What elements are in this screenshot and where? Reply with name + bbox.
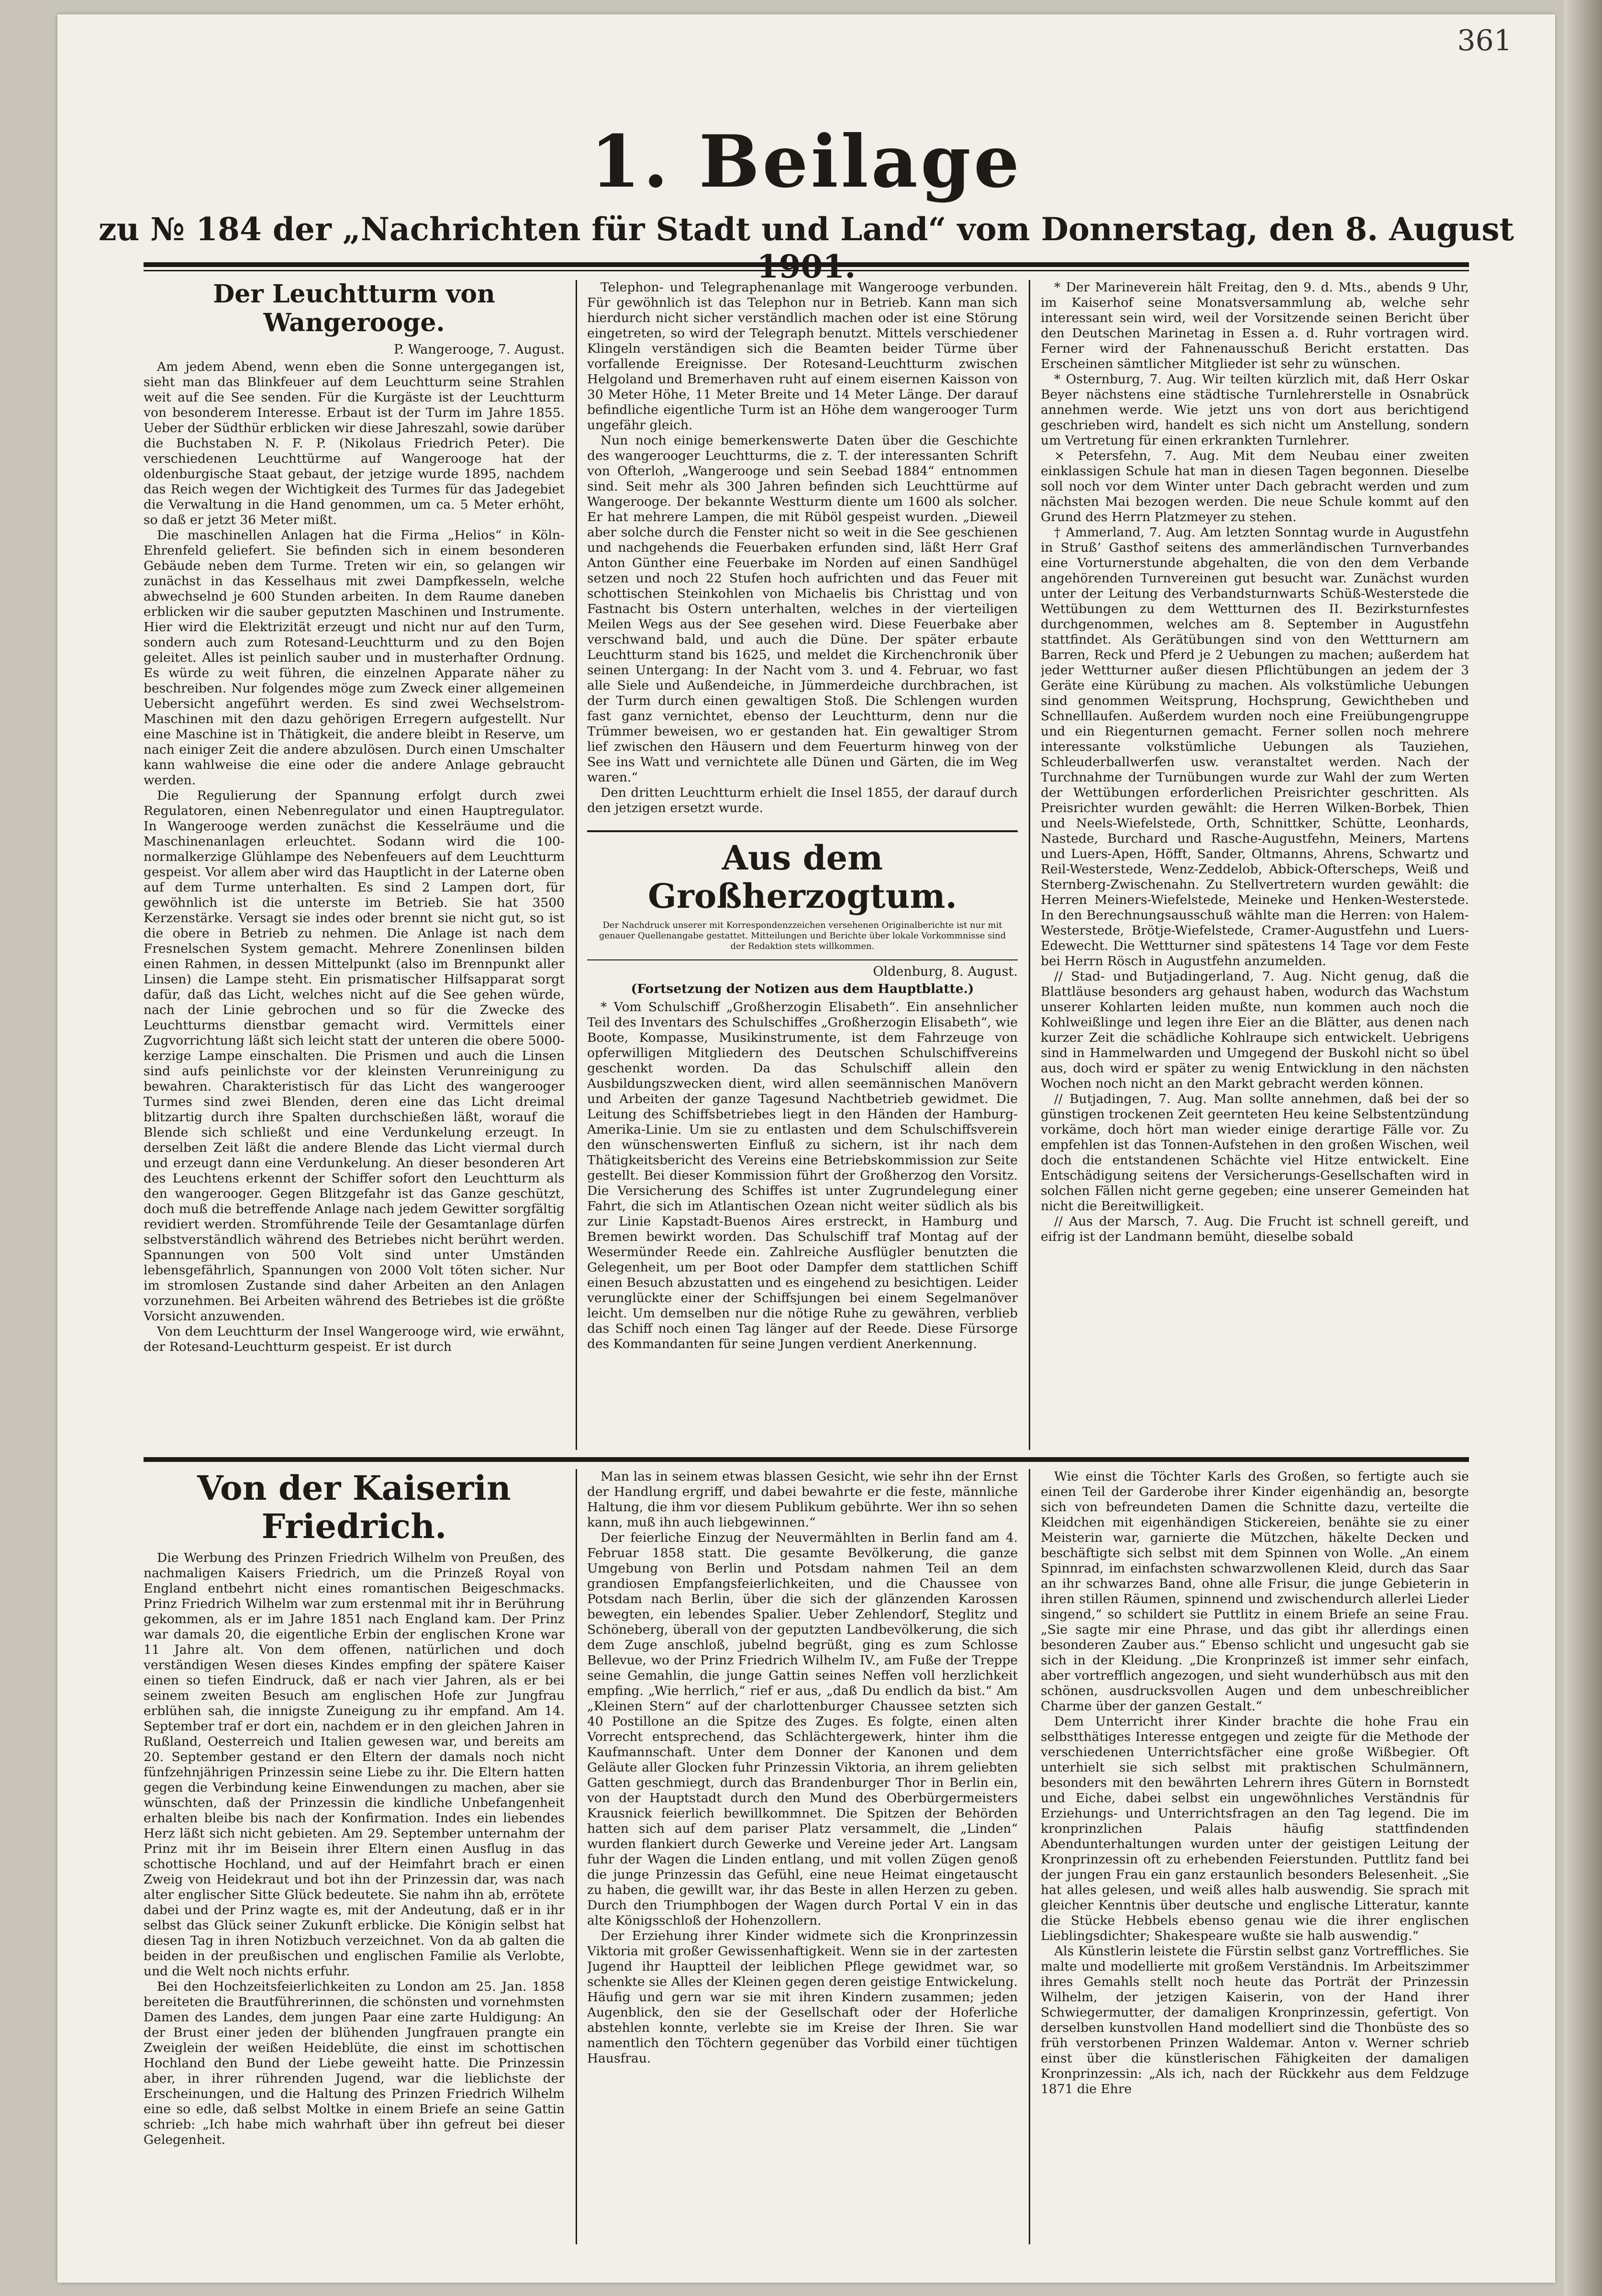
column-divider [1029,1469,1030,2244]
lighthouse-paragraph: Von dem Leuchtturm der Insel Wangerooge wird, wie erwähnt, der Rotesand-Leuchtturm gespeist. Er ist durch [144,1324,565,1354]
local-news-item: × Petersfehn, 7. Aug. Mit dem Neubau einer zweiten einklassigen Schule hat man in diesen Tagen begonnen. Dieselbe soll noch vor dem Winter unter Dach gebracht werden und zum nächsten Mai bezogen werden. Die neue Schule kommt auf den Grund des Herrn Platzmeyer zu stehen. [1041,448,1469,524]
local-news-item: // Butjadingen, 7. Aug. Man sollte annehmen, daß bei der so günstigen trockenen Zeit geernteten Heu keine Selbstentzündung vorkäme, doch hört man wieder einige derartige Fälle vor. Zu empfehlen ist das Tonnen-Aufstehen in den großen Wischen, weil doch die entstandenen Schächte viel Hitze entwickelt. Eine Entschädigung seitens der Versicherungs-Gesellschaften wird in solchen Fällen nicht gerne gegeben; eine unserer Gemeinden hat nicht die Bereitwilligkeit. [1041,1092,1469,1214]
empress-paragraph: Der Erziehung ihrer Kinder widmete sich die Kronprinzessin Viktoria mit großer Gewissenhaftigkeit. Wenn sie in der zartesten Jugend ihr Hauptteil der leiblichen Pflege gewidmet war, so schenkte sie Alles der Kleinen gegen deren geistige Entwickelung. Häufig und gern war sie mit ihren Kindern zusammen; jeden Augenblick, den sie der Gesellschaft oder der Hoferliche abstehlen konnte, verlebte sie im Kreise der Ihren. Sie war namentlich den Töchtern gegenüber das Vorbild einer tüchtigen Hausfrau. [587,1928,1018,2066]
column-divider [1029,280,1030,1450]
lighthouse-paragraph: Am jedem Abend, wenn eben die Sonne untergegangen ist, sieht man das Blinkfeuer auf dem Leuchtturm seine Strahlen weit auf die See senden. Für die Kurgäste ist der Leuchtturm von besonderem Interesse. Erbaut ist der Turm im Jahre 1855. Ueber der Südthür erblicken wir diese Jahreszahl, sowie darüber die Buchstaben N. F. P. (Nikolaus Friedrich Peter). Die verschiedenen Leuchttürme auf Wangerooge hat der oldenburgische Staat gebaut, der jetzige wurde 1895, nachdem das Reich wegen der Wichtigkeit des Turmes für das Jadegebiet die Verwaltung in die Hand genommen, um ca. 5 Meter erhöht, so daß er jetzt 36 Meter mißt. [144,359,565,527]
column-divider [576,1469,577,2244]
local-news-column [1041,280,1469,1450]
local-news-item: † Ammerland, 7. Aug. Am letzten Sonntag wurde in Augustfehn in Struß’ Gasthof seitens des ammerländischen Turnverbandes eine Vorturnerstunde abgehalten, die von den dem Verbande angehörenden Turnvereinen gut besucht war. Zunächst wurden unter der Leitung des Verbandsturnwarts Schüß-Westerstede die Wettübungen zu dem Wettturnen des II. Bezirksturnfestes durchgenommen, welches am 8. September in Augustfehn stattfindet. Als Gerätübungen sind von den Wettturnern am Barren, Reck und Pferd je 2 Uebungen zu machen; außerdem hat jeder Wettturner außer diesen Pflichtübungen an jedem der 3 Geräte eine Kürübung zu machen. Als volkstümliche Uebungen sind genommen Weitsprung, Hochsprung, Gewichtheben und Schnelllaufen. Außerdem wurden noch eine Freiübungengruppe und ein Riegenturnen gemacht. Ferner sollen noch mehrere interessante volkstümliche Uebungen als Tauziehen, Schleuderballwerfen usw. veranstaltet werden. Nach der Turchnahme der Turnübungen wurde zur Wahl der zum Werten der Wettübungen erforderlichen Preisrichter geschritten. Als Preisrichter wurden gewählt: die Herren Wilken-Borbek, Thien und Neels-Wiefelstede, Orth, Schnittker, Schütte, Leonhards, Nastede, Burchard und Rasche-Augustfehn, Meiners, Martens und Luers-Apen, Höfft, Sander, Oltmanns, Ahrens, Schwartz und Reil-Westerstede, Wenz-Zeddelob, Abbick-Ofterscheps, Weiß und Sternberg-Zwischenahn. Zu Stellvertretern wurden gewählt: die Herren Meiners-Wiefelstede, Meineke und Henken-Westerstede. In den Berechnungsausschuß wählte man die Herren: von Halem-Westerstede, Brötje-Wiefelstede, Cramer-Augustfehn und Luers-Edewecht. Die Wettturner sind spätestens 14 Tage vor dem Feste bei Herrn Rösch in Augustfehn anzumelden. [1041,525,1469,969]
empress-paragraph: Dem Unterricht ihrer Kinder brachte die hohe Frau ein selbstthätiges Interesse entgegen und zeigte für die Methode der verschiedenen Unterrichtsfächer eine große Wißbegier. Oft unterhielt sie sich selbst mit praktischen Schulmännern, besonders mit den bewährten Lehrern ihres Gütern in Bornstedt und Eiche, dabei selbst ein ungewöhnliches Verständnis für Erziehungs- und Unterrichtsfragen an den Tag legend. Die im kronprinzlichen Palais häufig stattfindenden Abendunterhaltungen wurden unter der geistigen Leitung der Kronprinzessin oft zu erhebenden Feierstunden. Puttlitz fand bei der jungen Frau ein ganz erstaunlich besonders Belesenheit. „Sie hat alles gelesen, und weiß alles halb auswendig. Sie sprach mit gleicher Kenntnis über deutsche und englische Litteratur, kannte die Stücke Hebbels ebenso genau wie die ihrer englischen Lieblingsdichter; Shakespeare wußte sie halb auswendig.“ [1041,1714,1469,1943]
article-lighthouse [144,280,565,1450]
local-news-item: // Stad- und Butjadingerland, 7. Aug. Nicht genug, daß die Blattläuse besonders arg gehaust haben, wodurch das Wachstum unserer Kohlarten leiden mußte, nun kommen auch noch die Kohlweißlinge und legen ihre Eier an die Blätter, aus denen nach kurzer Zeit die schädliche Kohlraupe sich entwickelt. Uebrigens sind in Hammelwarden und Umgegend der Buskohl nicht so übel aus, doch wird er später zu wenig Entwicklung in den nächsten Wochen noch nicht an den Markt gebracht werden können. [1041,969,1469,1091]
empress-paragraph: Bei den Hochzeitsfeierlichkeiten zu London am 25. Jan. 1858 bereiteten die Brautführerinnen, die schönsten und vornehmsten Damen des Landes, dem jungen Paar eine zarte Huldigung: An der Brust einer jeden der blühenden Jungfrauen prangte ein Zweiglein der weißen Heideblüte, die einst im schottischen Hochland den Bund der Liebe geweiht hatte. Die Prinzessin aber, in ihrer rührenden Jugend, war die lieblichste der Erscheinungen, und die Haltung des Prinzen Friedrich Wilhelm eine so edle, daß selbst Moltke in einem Briefe an seine Gattin schrieb: „Ich habe mich wahrhaft über ihn gefreut bei dieser Gelegenheit. [144,1979,565,2147]
masthead-subtitle: zu № 184 der „Nachrichten für Stadt und Land“ vom Donnerstag, den 8. August [98,211,1514,248]
masthead-rule-thin [144,270,1469,271]
article-lighthouse-continued [587,280,1018,1450]
grand-duchy-headline: Aus dem Großherzogtum. [648,838,957,916]
article-empress-friedrich [144,1469,565,2244]
empress-paragraph: Die Werbung des Prinzen Friedrich Wilhelm von Preußen, des nachmaligen Kaisers Friedrich, um die Prinzeß Royal von England entbehrt nicht eines romantischen Beigeschmacks. Prinz Friedrich Wilhelm war zum erstenmal mit ihr in Berührung gekommen, als er im Jahre 1851 nach England kam. Der Prinz war damals 20, die eigentliche Erbin der englischen Krone war 11 Jahre alt. Von dem offenen, natürlichen und doch verständigen Wesen dieses Kindes empfing der spätere Kaiser einen so tiefen Eindruck, daß er nach vier Jahren, als er bei seinem zweiten Besuch am englischen Hofe zur Jungfrau erblühen sah, die innigste Zuneigung zu ihr empfand. Am 14. September traf er dort ein, nachdem er in den gleichen Jahren in Rußland, Oesterreich und Italien gewesen war, und bereits am 20. September gestand er den Eltern der damals noch nicht fünfzehnjährigen Prinzessin seine Liebe zu ihr. Die Eltern hatten gegen die Verbindung keine Einwendungen zu machen, aber sie wünschten, daß der Prinzessin die kindliche Unbefangenheit erhalten bleibe bis nach der Konfirmation. Indes ein liebendes Herz läßt sich nicht gebieten. Am 29. September unternahm der Prinz mit ihr im Beisein ihrer Eltern einen Ausflug in das schottische Hochland, und auf der Heimfahrt brach er einen Zweig von Heidekraut und bot ihn der Prinzessin dar, was nach alter englischer Sitte Glück bedeutete. Sie nahm ihn ab, errötete dabei und der Prinz wagte es, mit der Andeutung, daß er in ihr selbst das Glück seiner Zukunft erblicke. Die Königin selbst hat diesen Tag in ihren Notizbuch verzeichnet. Von da ab galten die beiden in der preußischen und englischen Familie als Verlobte, und die Welt noch nichts erfuhr. [144,1550,565,1979]
article-empress-continued-2 [1041,1469,1469,2244]
masthead-rule-thick [144,262,1469,267]
section-rule [144,1457,1469,1462]
empress-paragraph: Der feierliche Einzug der Neuvermählten in Berlin fand am 4. Februar 1858 statt. Die gesamte Bevölkerung, die ganze Umgebung von Berlin und Potsdam nahmen Teil an dem grandiosen Empfangsfeierlichkeiten, und die Chaussee von Potsdam nach Berlin, über die sich der glänzenden Karossen bewegten, ein lebendes Spalier. Ueber Zehlendorf, Steglitz und Schöneberg, überall von der geputzten Landbevölkerung, die sich dem Zuge anschloß, jubelnd begrüßt, ging es zum Schlosse Bellevue, wo der Prinz Friedrich Wilhelm IV., am Fuße der Treppe seine Gemahlin, die junge Gattin seines Neffen voll herzlichkeit empfing. „Wie herrlich,“ rief er aus, „daß Du endlich da bist.“ Am „Kleinen Stern“ auf der charlottenburger Chaussee setzten sich 40 Postillone an die Spitze des Zuges. Es folgte, einen alten Vorrecht entsprechend, das Schlächtergewerk, hinter ihm die Kaufmannschaft. Unter dem Donner der Kanonen und dem Geläute aller Glocken fuhr Prinzessin Viktoria, an ihrem geliebten Gatten geschmiegt, durch das Brandenburger Thor in Berlin ein, von der Hauptstadt durch den Mund des Oberbürgermeisters Krausnick feierlich bewillkommnet. Die Spitzen der Behörden hatten sich auf dem pariser Platz versammelt, die „Linden“ wurden flankiert durch Gewerke und Vereine jeder Art. Langsam fuhr der Wagen die Linden entlang, und mit vollen Zügen genoß die junge Prinzessin das Gefühl, eine neue Heimat eingetauscht zu haben, die gewillt war, ihr das Beste in allen Herzen zu geben. Durch den Triumphbogen der Wagen durch Portal V ein in das alte Königsschloß der Hohenzollern. [587,1530,1018,1928]
grand-duchy-paragraph: * Vom Schulschiff „Großherzogin Elisabeth“. Ein ansehnlicher Teil des Inventars des Schulschiffes „Großherzogin Elisabeth“, wie Boote, Kompasse, Musikinstrumente, ist dem Fahrzeuge von opferwilligen Mitgliedern des Deutschen Schulschiffvereins geschenkt worden. Da das Schulschiff allein den Ausbildungszwecken dient, wird allen seemännischen Manövern und Arbeiten der ganze Tagesund Nachtbetrieb gewidmet. Die Leitung des Schiffsbetriebes liegt in den Händen der Hamburg-Amerika-Linie. Um sie zu entlasten und dem Schulschiffsverein den wünschenswerten Einfluß zu sichern, ist ihr nach dem Thätigkeitsbericht des Vereins eine Betriebskommission zur Seite gestellt. Bei dieser Kommission führt der Großherzog den Vorsitz. Die Versicherung des Schiffes ist unter Zugrundelegung einer Fahrt, die sich im Atlantischen Ozean nicht weiter südlich als bis zur Linie Kapstadt-Buenos Aires erstreckt, in Hamburg und Bremen bewirkt worden. Das Schulschiff traf Montag auf der Wesermünder Reede ein. Zahlreiche Ausflügler benutzten die Gelegenheit, um per Boot oder Dampfer dem stattlichen Schiff einen Besuch abzustatten und es eingehend zu besichtigen. Leider verunglückte einer der Schiffsjungen bei einem Segelmanöver leicht. Um demselben nur die nötige Ruhe zu gewähren, verblieb das Schiff noch einen Tag länger auf der Reede. Diese Fürsorge des Kommandanten für seine Jungen verdient Anerkennung. [587,1000,1018,1351]
local-news-item: * Osternburg, 7. Aug. Wir teilten kürzlich mit, daß Herr Oskar Beyer nächstens eine städtische Turnlehrerstelle in Osnabrück annehmen werde. Wie jetzt uns von dort aus berichtigend geschrieben wird, handelt es sich nicht um Anstellung, sondern um Vertretung für einen erkrankten Turnlehrer. [1041,372,1469,448]
newspaper-page [57,14,1555,2283]
lighthouse-paragraph: Telephon- und Telegraphenanlage mit Wangerooge verbunden. Für gewöhnlich ist das Telephon nur in Betrieb. Kann man sich hierdurch nicht sicher verständlich machen oder ist eine Störung eingetreten, so wird der Telegraph benutzt. Mittels verschiedener Klingeln verständigen sich die Beamten beider Türme über vorfallende Ereignisse. Der Rotesand-Leuchtturm zwischen Helgoland und Bremerhaven ruht auf einem eisernen Kaisson von 30 Meter Höhe, 11 Meter Breite und 14 Meter Länge. Der darauf befindliche eigentliche Turm ist an Höhe dem wangerooger Turm ungefähr gleich. [587,280,1018,433]
lighthouse-paragraph: Den dritten Leuchtturm erhielt die Insel 1855, der darauf durch den jetzigen ersetzt wurde. [587,785,1018,815]
masthead-title: 1. Beilage [590,120,1023,204]
local-news-item: // Aus der Marsch, 7. Aug. Die Frucht ist schnell gereift, und eifrig ist der Landmann bemüht, dieselbe sobald [1041,1214,1469,1244]
article-empress-continued [587,1469,1018,2244]
page-number: 361 [1457,24,1512,57]
empress-paragraph: Wie einst die Töchter Karls des Großen, so fertigte auch sie einen Teil der Garderobe ihrer Kinder eigenhändig an, besorgte sich von befreundeten Damen die Schnitte dazu, verteilte die Kleidchen mit eigenhändigen Stickereien, benähte sie zu einer Meisterin war, garnierte die Mützchen, häkelte Decken und beschäftigte sich selbst mit dem Spinnen von Wolle. „An einem Spinnrad, im einfachsten schwarzwollenen Kleid, durch das Saar an ihr schwarzes Band, ohne alle Frisur, die junge Gebieterin in ihren stillen Räumen, spinnend und zwischendurch allerlei Lieder singend,“ so schildert sie Puttlitz in einem Briefe an seine Frau. „Sie sagte mir eine Phrase, und das gibt ihr allerdings einen besonderen Zauber aus.“ Ebenso schlicht und ungesucht gab sie sich in der Kleidung. „Die Kronprinzeß ist immer sehr einfach, aber vortrefflich angezogen, und sieht wunderhübsch aus mit den schönen, ausdrucksvollen Augen und dem unbeschreiblicher Charme über der ganzen Gestalt.“ [1041,1469,1469,1714]
grand-duchy-note: Der Nachdruck unserer mit Korrespondenzzeichen versehenen Originalberichte ist nur mit genauer Quellenangabe gestattet. Mitteilungen und Berichte über lokale Vorkommnisse sind der Redaktion stets willkommen. [599,920,1006,951]
empress-paragraph: Man las in seinem etwas blassen Gesicht, wie sehr ihn der Ernst der Handlung ergriff, und dabei bewahrte er die feste, männliche Haltung, die ihm vor diesem Publikum gebührte. Wer ihn so sehen kann, muß ihn auch liebgewinnen.“ [587,1469,1018,1530]
grand-duchy-dateline: Oldenburg, 8. August. [873,964,1018,979]
empress-headline: Von der Kaiserin Friedrich. [197,1469,511,1546]
grand-duchy-section [587,830,1018,960]
local-news-item: * Der Marineverein hält Freitag, den 9. d. Mts., abends 9 Uhr, im Kaiserhof seine Monatsversammlung ab, welche sehr interessant sein wird, weil der Vorsitzende seinen Bericht über den Deutschen Marinetag in Essen a. d. Ruhr vortragen wird. Ferner wird der Fahnenausschuß Bericht erstatten. Das Erscheinen sämtlicher Mitglieder ist sehr zu wünschen. [1041,280,1469,371]
lighthouse-paragraph: Die maschinellen Anlagen hat die Firma „Helios“ in Köln-Ehrenfeld geliefert. Sie befinden sich in einem besonderen Gebäude neben dem Turme. Treten wir ein, so gelangen wir zunächst in das Kesselhaus mit zwei Dampfkesseln, welche abwechselnd je 600 Stunden arbeiten. In dem Raume daneben erblicken wir die sauber geputzten Maschinen und Instrumente. Hier wird die Elektrizität erzeugt und nicht nur auf den Turm, sondern auch zum Rotesand-Leuchtturm und zu den Bojen geleitet. Alles ist peinlich sauber und in musterhafter Ordnung. Es würde zu weit führen, die einzelnen Apparate näher zu beschreiben. Nur folgendes möge zum Zweck einer allgemeinen Uebersicht angeführt werden. Es sind zwei Wechselstrom-Maschinen mit den dazu gehörigen Erregern aufgestellt. Nur eine Maschine ist in Thätigkeit, die andere bleibt in Reserve, um nach einiger Zeit die andere abzulösen. Durch einen Umschalter kann wahlweise die eine oder die andere Anlage gebraucht werden. [144,528,565,788]
empress-paragraph: Als Künstlerin leistete die Fürstin selbst ganz Vortreffliches. Sie malte und modellierte mit großem Verständnis. Im Arbeitszimmer ihres Gemahls stellt noch heute das Porträt der Prinzessin Wilhelm, der jetzigen Kaiserin, von der Hand ihrer Schwiegermutter, der damaligen Kronprinzessin, gefertigt. Von derselben kunstvollen Hand modelliert sind die Thonbüste des so früh verstorbenen Prinzen Waldemar. Anton v. Werner schrieb einst über die künstlerischen Fähigkeiten der damaligen Kronprinzessin: „Als ich, nach der Rückkehr aus dem Feldzuge 1871 die Ehre [1041,1944,1469,2096]
lighthouse-paragraph: Nun noch einige bemerkenswerte Daten über die Geschichte des wangerooger Leuchtturms, die z. T. der interessanten Schrift von Ofterloh, „Wangerooge und sein Seebad 1884“ entnommen sind. Seit mehr als 300 Jahren befinden sich Leuchttürme auf Wangerooge. Der bekannte Westturm diente um 1600 als solcher. Er hat mehrere Lampen, die mit Rüböl gespeist wurden. „Dieweil aber solche durch die Fenster nicht so weit in die See geschienen und nachgehends die Feuerbaken erfunden sind, läßt Herr Graf Anton Günther eine Feuerbake im Norden auf einen Sandhügel setzen und noch 22 Stufen hoch aufrichten und das Feuer mit schottischen Steinkohlen von Michaelis bis Christtag und von Fastnacht bis Ostern unterhalten, welches in der vierteiligen Meilen Wegs aus der See gesehen wird. Diese Feuerbake aber verschwand bald, und auch die Düne. Der später erbaute Leuchtturm stand bis 1625, und meldet die Kirchenchronik über seinen Untergang: In der Nacht vom 3. und 4. Februar, wo fast alle Siele und Außendeiche, in Jümmerdeiche durchbrachen, ist der Turm durch einen gewaltigen Stoß. Die Schlengen wurden fast ganz vernichtet, ebenso der Leuchtturm, denn nur die Trümmer beweisen, wo er gestanden hat. Ein gewaltiger Strom lief zwischen den Häusern und dem Feuerturm hinweg von der See ins Watt und vernichtete alle Dünen und Gärten, die im Weg waren.“ [587,433,1018,785]
lighthouse-headline: Der Leuchtturm von Wangerooge. [213,280,495,337]
book-binding-edge [1564,0,1602,2296]
grand-duchy-continuation: (Fortsetzung der Notizen aus dem Hauptblatte.) [631,981,974,996]
column-divider [576,280,577,1450]
lighthouse-dateline: P. Wangerooge, 7. August. [393,342,565,357]
lighthouse-paragraph: Die Regulierung der Spannung erfolgt durch zwei Regulatoren, einen Nebenregulator und einen Hauptregulator. In Wangerooge werden zunächst die Kesselräume und die Maschinenanlagen erleuchtet. Sodann wird die 100-normalkerzige Glühlampe des Nebenfeuers auf dem Leuchtturm gespeist. Vor allem aber wird das Hauptlicht in der Laterne oben auf dem Turme unterhalten. Es sind 2 Lampen dort, für gewöhnlich ist die unterste im Betrieb. Sie hat 3500 Kerzenstärke. Versagt sie indes oder brennt sie nicht gut, so ist die obere in Betrieb zu nehmen. Die Anlage ist nach dem Fresnelschen System gemacht. Mehrere Zonenlinsen bilden einen Rahmen, in dessen Mittelpunkt (also im Brennpunkt aller Linsen) die Lampe steht. Ein prismatischer Hilfsapparat sorgt dafür, daß das Licht, welches nicht auf die See gehen würde, nach der Linie gebrochen und so für die Zwecke des Leuchtturms dienstbar gemacht wird. Vermittels einer Zugvorrichtung läßt sich leicht statt der unteren die obere 5000-kerzige Lampe einschalten. Die Prismen und auch die Linsen sind aufs peinlichste vor der kleinsten Verunreinigung zu bewahren. Charakteristisch für das Licht des wangerooger Turmes sind zwei Blenden, deren eine das Licht dreimal blitzartig durch ihre Spalten durchschießen läßt, worauf die Blende sich schließt und eine Verdunkelung erzeugt. In derselben Zeit läßt die andere Blende das Licht viermal durch und erzeugt dann eine Verdunkelung. An dieser besonderen Art des Leuchtens erkennt der Schiffer sofort den Leuchtturm als den wangerooger. Gegen Blitzgefahr ist das Ganze geschützt, doch muß die betreffende Anlage nach jedem Gewitter sorgfältig revidiert werden. Stromführende Teile der Gesamtanlage dürfen selbstverständlich während des Betriebes nicht berührt werden. Spannungen von 500 Volt sind unter Umständen lebensgefährlich, Spannungen von 2000 Volt töten sicher. Nur im stromlosen Zustande sind daher Arbeiten an den Anlagen vorzunehmen. Bei Arbeiten während des Betriebes ist die größte Vorsicht anzuwenden. [144,788,565,1324]
